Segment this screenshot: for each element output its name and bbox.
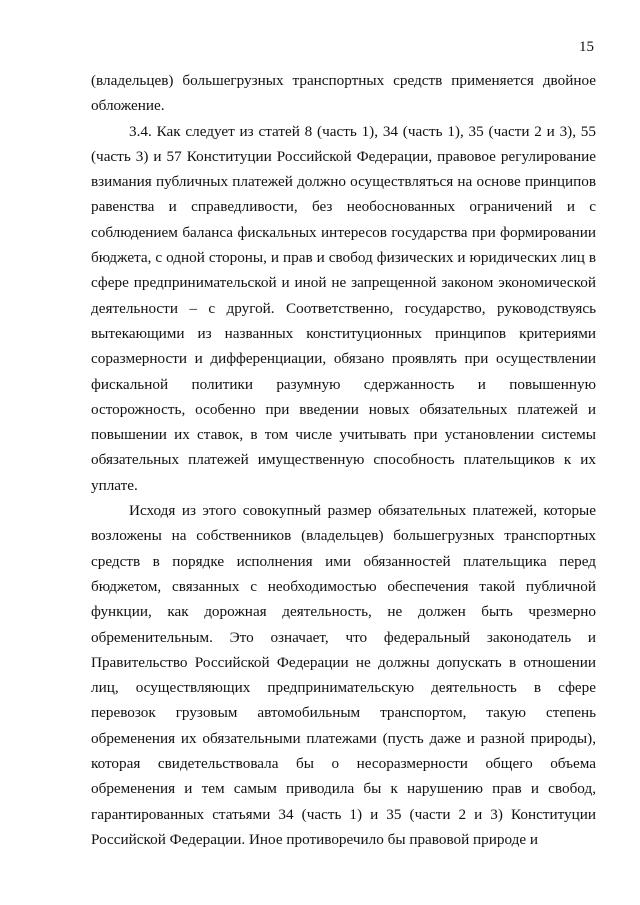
paragraph-burden-limits: Исходя из этого совокупный размер обязательных платежей, которые возложены на собственников (владельцев) большегрузных транспортных средств в порядке исполнения ими обязанностей плательщика перед бюджетом, связанных с необходимостью обеспечения такой публичной функции, как дорожная деятельность, не должен быть чрезмерно обременительным. Это означает, что федеральный законодатель и Правительство Российской Федерации не должны допускать в отношении лиц, осуществляющих предпринимательскую деятельность в сфере перевозок грузовым автомобильным транспортом, такую степень обременения их обязательными платежами (пусть даже и разной природы), которая свидетельствовала бы о несоразмерности общего объема обременения и тем самым приводила бы к нарушению прав и свобод, гарантированных статьями 34 (часть 1) и 35 (части 2 и 3) Конституции Российской Федерации. Иное противоречило бы правовой природе и xyxy=(91,502,596,848)
document-body xyxy=(91,68,596,852)
page-number: 15 xyxy=(579,39,594,55)
paragraph-section-3-4: 3.4. Как следует из статей 8 (часть 1), 34 (часть 1), 35 (части 2 и 3), 55 (часть 3) и 57 Конституции Российской Федерации, правовое регулирование взимания публичных платежей должно осуществляться на основе принципов равенства и справедливости, без необоснованных ограничений и с соблюдением баланса фискальных интересов государства при формировании бюджета, с одной стороны, и прав и свобод физических и юридических лиц в сфере предпринимательской и иной не запрещенной законом экономической деятельности – с другой. Соответственно, государство, руководствуясь вытекающими из названных конституционных принципов критериями соразмерности и дифференциации, обязано проявлять при осуществлении фискальной политики разумную сдержанность и повышенную осторожность, особенно при введении новых обязательных платежей и повышении их ставок, в том числе учитывать при установлении системы обязательных платежей имущественную способность плательщиков к их уплате. xyxy=(91,122,596,494)
paragraph-continuation: (владельцев) большегрузных транспортных средств применяется двойное обложение. xyxy=(91,72,596,115)
